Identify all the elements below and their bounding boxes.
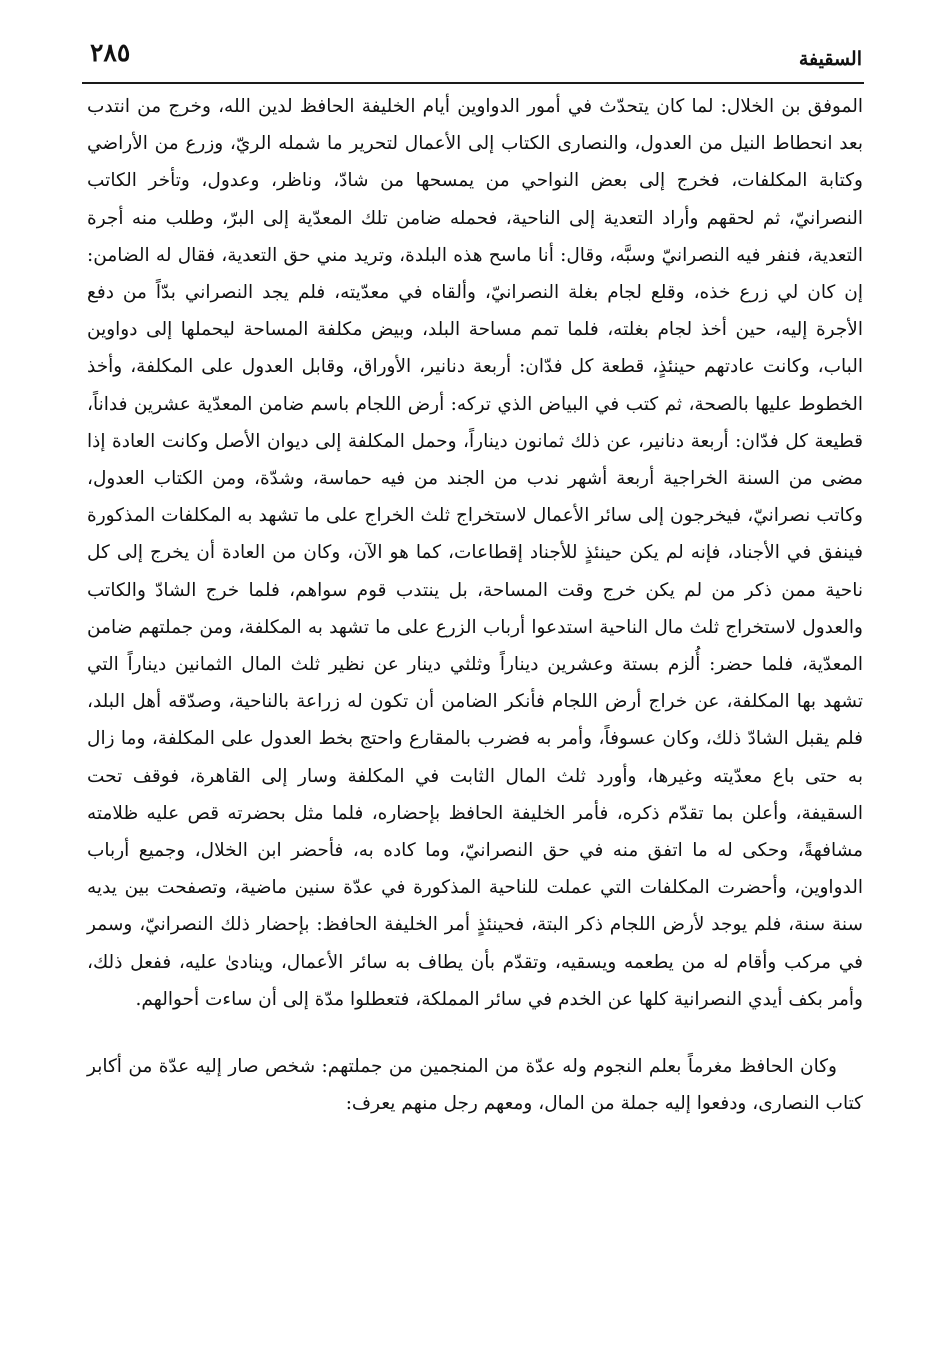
- body-text: [87, 88, 863, 1122]
- paragraph-1: الموفق بن الخلال: لما كان يتحدّث في أمور الدواوين أيام الخليفة الحافظ لدين الله، وخرج من انتدب بعد انحطاط النيل من العدول، والنصارى الكتاب إلى الأعمال لتحرير ما شمله الريّ، وزرع من الأراضي وكتابة المكلفات، فخرج إلى بعض النواحي من يمسحها من شادّ، وناظر، وعدول، وتأخر الكاتب النصرانيّ، ثم لحقهم وأراد التعدية إلى الناحية، فحمله ضامن تلك المعدّية إلى البرّ، وطلب منه أجرة التعدية، فنفر فيه النصرانيّ وسبَّه، وقال: أنا ماسح هذه البلدة، وتريد مني حق التعدية، فقال له الضامن: إن كان لي زرع خذه، وقلع لجام بغلة النصرانيّ، وألقاه في معدّيته، فلم يجد النصراني بدّاً من دفع الأجرة إليه، حين أخذ لجام بغلته، فلما تمم مساحة البلد، وبيض مكلفة المساحة ليحملها إلى دواوين الباب، وكانت عادتهم حينئذٍ، قطعة كل فدّان: أربعة دنانير، الأوراق، وقابل العدول على المكلفة، وأخذ الخطوط عليها بالصحة، ثم كتب في البياض الذي تركه: أرض اللجام باسم ضامن المعدّية عشرين فداناً، قطيعة كل فدّان: أربعة دنانير، عن ذلك ثمانون ديناراً، وحمل المكلفة إلى ديوان الأصل وكانت العادة إذا مضى من السنة الخراجية أربعة أشهر ندب من الجند من فيه حماسة، وشدّة، ومن الكتاب العدول، وكاتب نصرانيّ، فيخرجون إلى سائر الأعمال لاستخراج ثلث الخراج على ما تشهد به المكلفات المذكورة فينفق في الأجناد، فإنه لم يكن حينئذٍ للأجناد إقطاعات، كما هو الآن، وكان من العادة أن يخرج إلى كل ناحية ممن ذكر من لم يكن خرج وقت المساحة، بل ينتدب قوم سواهم، فلما خرج الشادّ والكاتب والعدول لاستخراج ثلث مال الناحية استدعوا أرباب الزرع على ما تشهد به المكلفة، ومن جملتهم ضامن المعدّية، فلما حضر: أُلزم بستة وعشرين ديناراً وثلثي دينار عن نظير ثلث المال الثمانين ديناراً التي تشهد بها المكلفة، عن خراج أرض اللجام فأنكر الضامن أن تكون له زراعة بالناحية، وصدّقه أهل البلد، فلم يقبل الشادّ ذلك، وكان عسوفاً، وأمر به فضرب بالمقارع واحتج بخط العدول على المكلفة، وما زال به حتى باع معدّيته وغيرها، وأورد ثلث المال الثابت في المكلفة وسار إلى القاهرة، فوقف تحت السقيفة، وأعلن بما تقدّم ذكره، فأمر الخليفة الحافظ بإحضاره، فلما مثل بحضرته قص عليه ظلامته مشافهةً، وحكى له ما اتفق منه في حق النصرانيّ، وما كاده به، فأحضر ابن الخلال، وجميع أرباب الدواوين، وأحضرت المكلفات التي عملت للناحية المذكورة في عدّة سنين ماضية، وتصفحت بين يديه سنة سنة، فلم يوجد لأرض اللجام ذكر البتة، فحينئذٍ أمر الخليفة الحافظ: بإحضار ذلك النصرانيّ، وسمر في مركب وأقام له من يطعمه ويسقيه، وتقدّم بأن يطاف به سائر الأعمال، وينادىٰ عليه، ففعل ذلك، وأمر بكف أيدي النصرانية كلها عن الخدم في سائر المملكة، فتعطلوا مدّة إلى أن ساءت أحوالهم.: [87, 96, 863, 1010]
- paragraph-spacer: [87, 1018, 863, 1048]
- running-head: [82, 34, 862, 82]
- page-number: ٢٨٥: [90, 38, 131, 67]
- paragraph-2: وكان الحافظ مغرماً بعلم النجوم وله عدّة من المنجمين من جملتهم: شخص صار إليه عدّة من أكابر كتاب النصارى، ودفعوا إليه جملة من المال، ومعهم رجل منهم يعرف:: [87, 1056, 863, 1115]
- header-divider: [82, 82, 864, 84]
- section-title: السقيفة: [798, 48, 862, 70]
